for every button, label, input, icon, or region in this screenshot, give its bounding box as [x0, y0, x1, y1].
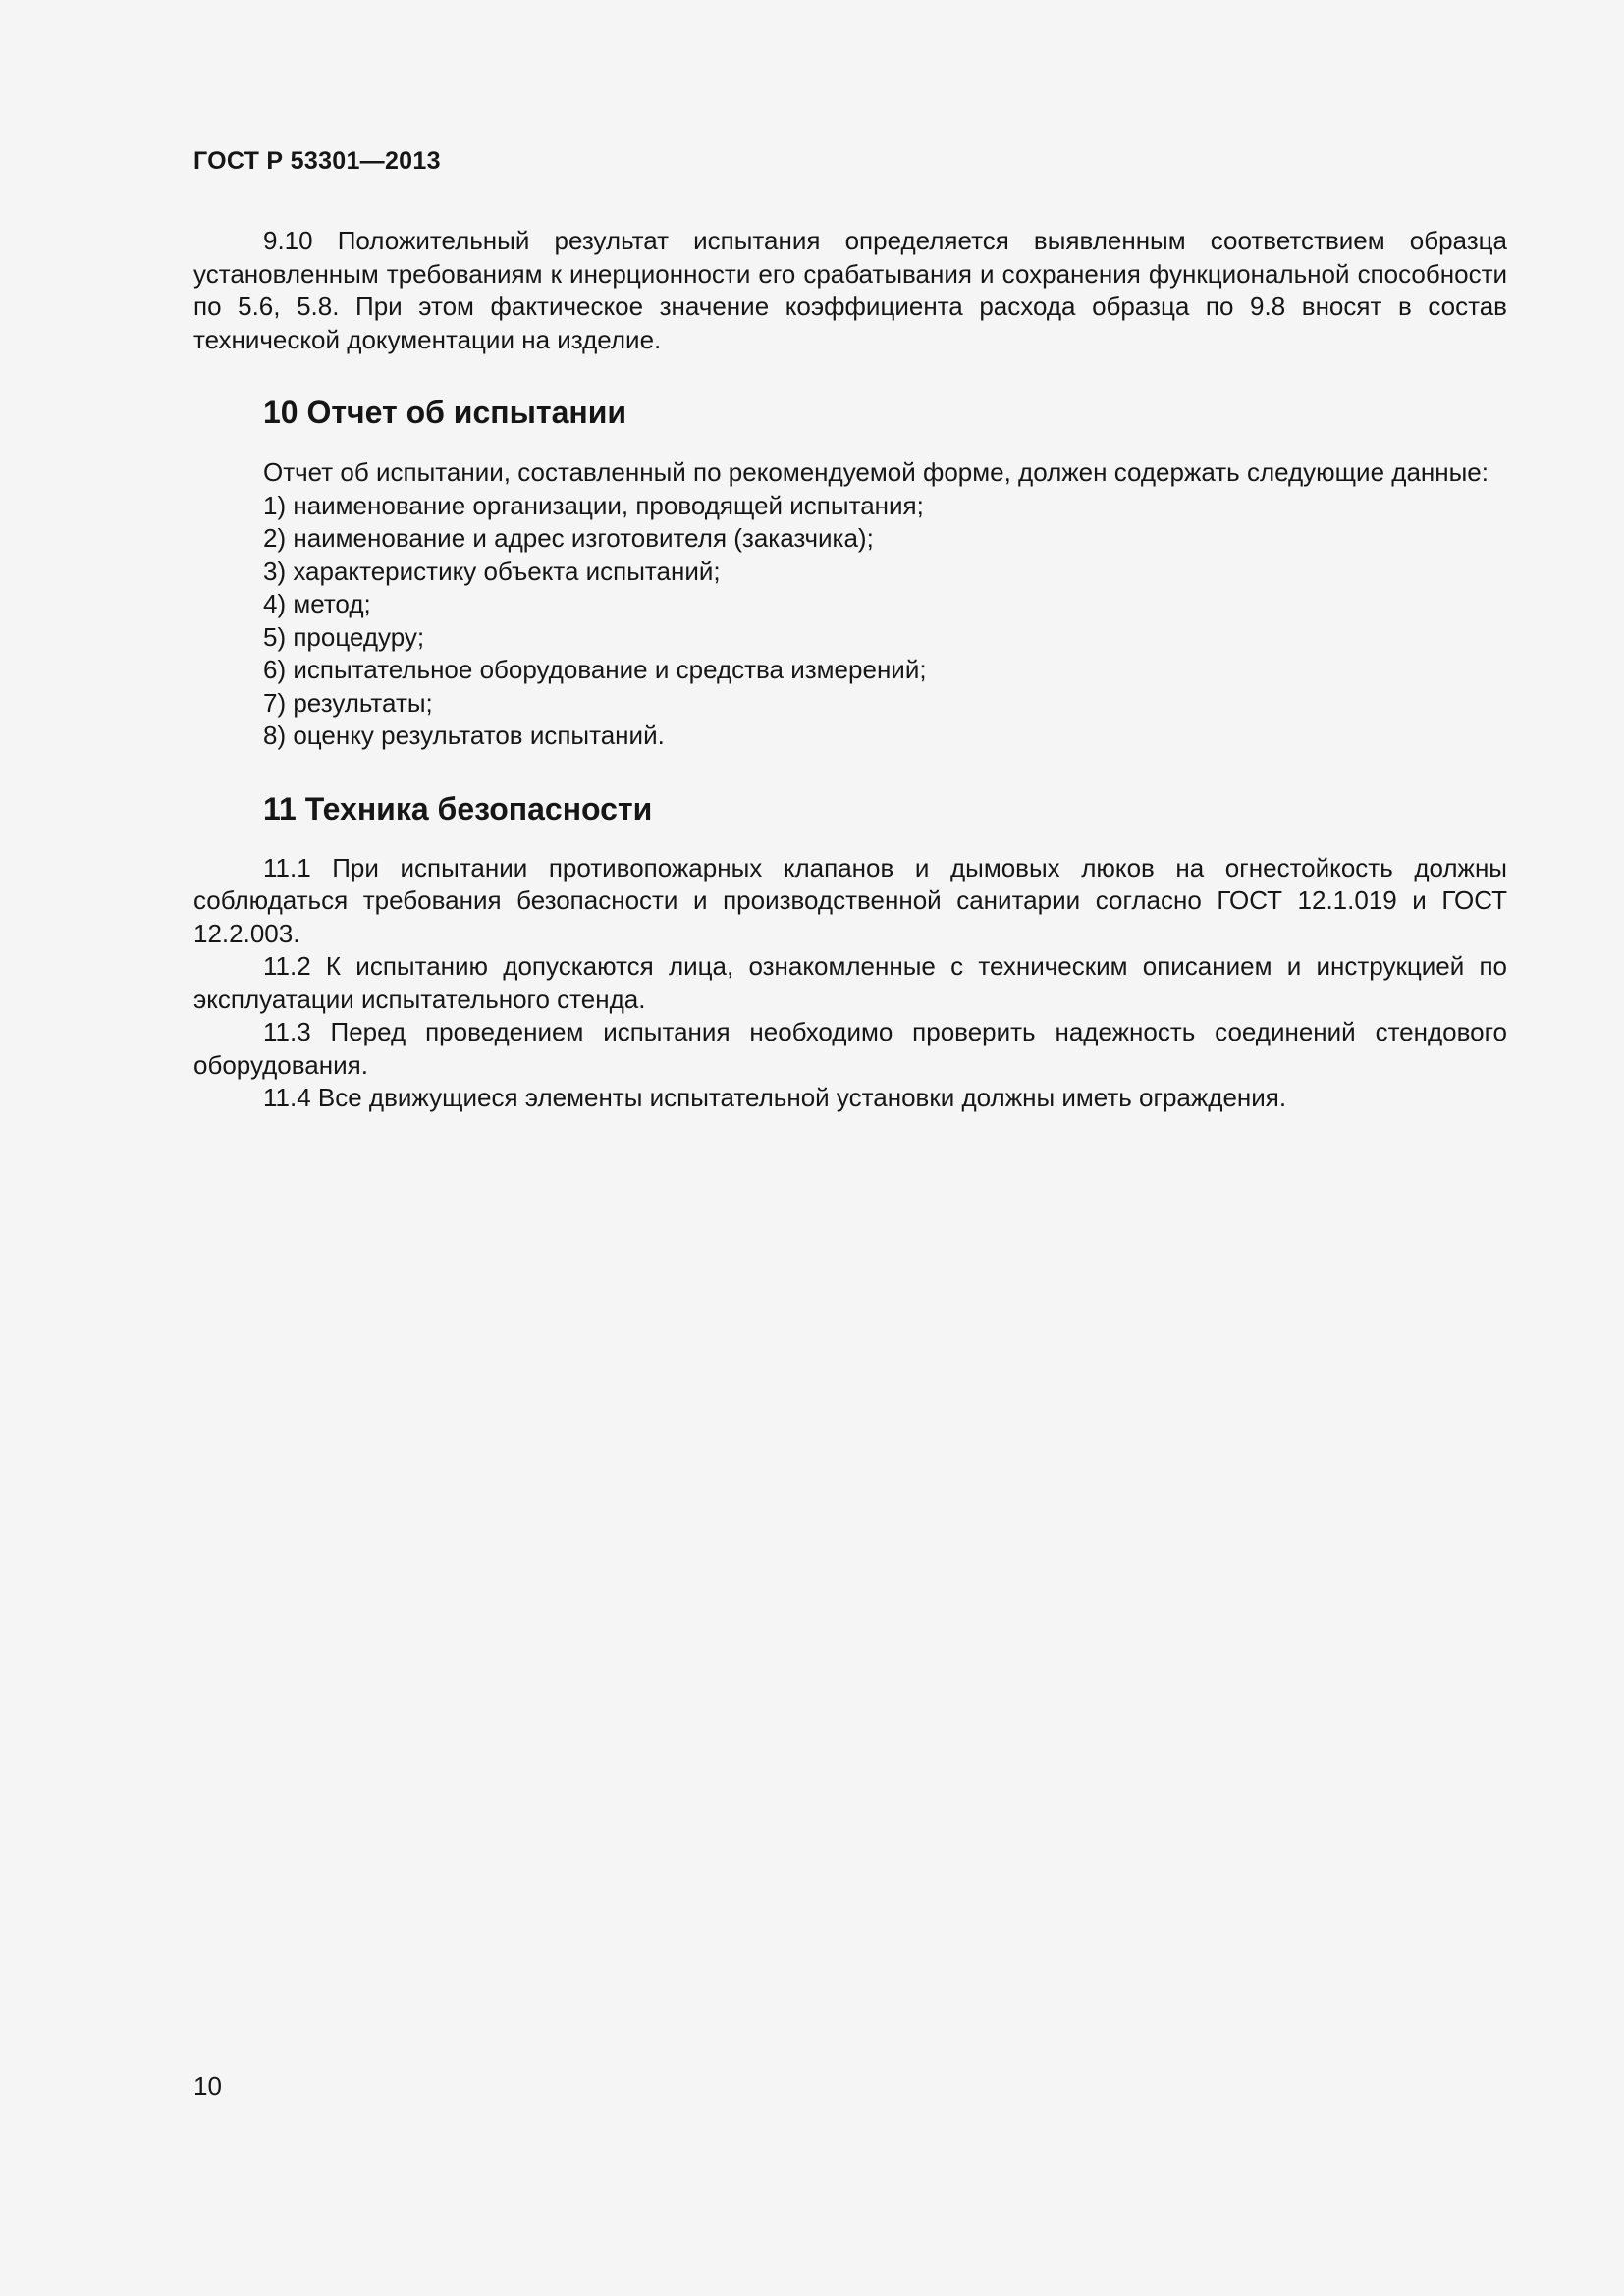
paragraph-11-3: 11.3 Перед проведением испытания необходимо проверить надежность соединений стендового оборудования.: [193, 1017, 1507, 1080]
paragraph-9-10: 9.10 Положительный результат испытания определяется выявленным соответствием образца установленным требованиям к инерционности его срабатывания и сохранения функциональной способности по 5.6, 5.8. При этом фактическое значение коэффициента расхода образца по 9.8 вносят в состав технической документации на изделие.: [193, 226, 1507, 354]
section-10-intro: Отчет об испытании, составленный по рекомендуемой форме, должен содержать следующие данные:: [263, 457, 1489, 487]
page-header: ГОСТ Р 53301—2013: [193, 147, 441, 175]
document-body: [193, 225, 1507, 1115]
paragraph-11-4: 11.4 Все движущиеся элементы испытательной установки должны иметь ограждения.: [263, 1083, 1287, 1112]
list-item: 4) метод;: [263, 589, 371, 618]
list-item: 1) наименование организации, проводящей испытания;: [263, 490, 924, 520]
list-item: 5) процедуру;: [263, 621, 425, 652]
paragraph-11-2: 11.2 К испытанию допускаются лица, ознакомленные с техническим описанием и инструкцией по эксплуатации испытательного стенда.: [193, 951, 1507, 1014]
list-item: 8) оценку результатов испытаний.: [263, 721, 665, 750]
list-item: 3) характеристику объекта испытаний;: [263, 556, 721, 586]
page-number: 10: [193, 2071, 222, 2101]
report-contents-list: [193, 490, 1507, 753]
paragraph-11-1: 11.1 При испытании противопожарных клапанов и дымовых люков на огнестойкость должны соблюдаться требования безопасности и производственной санитарии согласно ГОСТ 12.1.019 и ГОСТ 12.2.003.: [193, 852, 1507, 948]
list-item: 7) результаты;: [263, 687, 433, 718]
section-11-heading: 11 Техника безопасности: [263, 790, 653, 827]
section-10-heading: 10 Отчет об испытании: [263, 395, 627, 430]
list-item: 6) испытательное оборудование и средства измерений;: [263, 655, 927, 684]
list-item: 2) наименование и адрес изготовителя (заказчика);: [263, 523, 874, 553]
